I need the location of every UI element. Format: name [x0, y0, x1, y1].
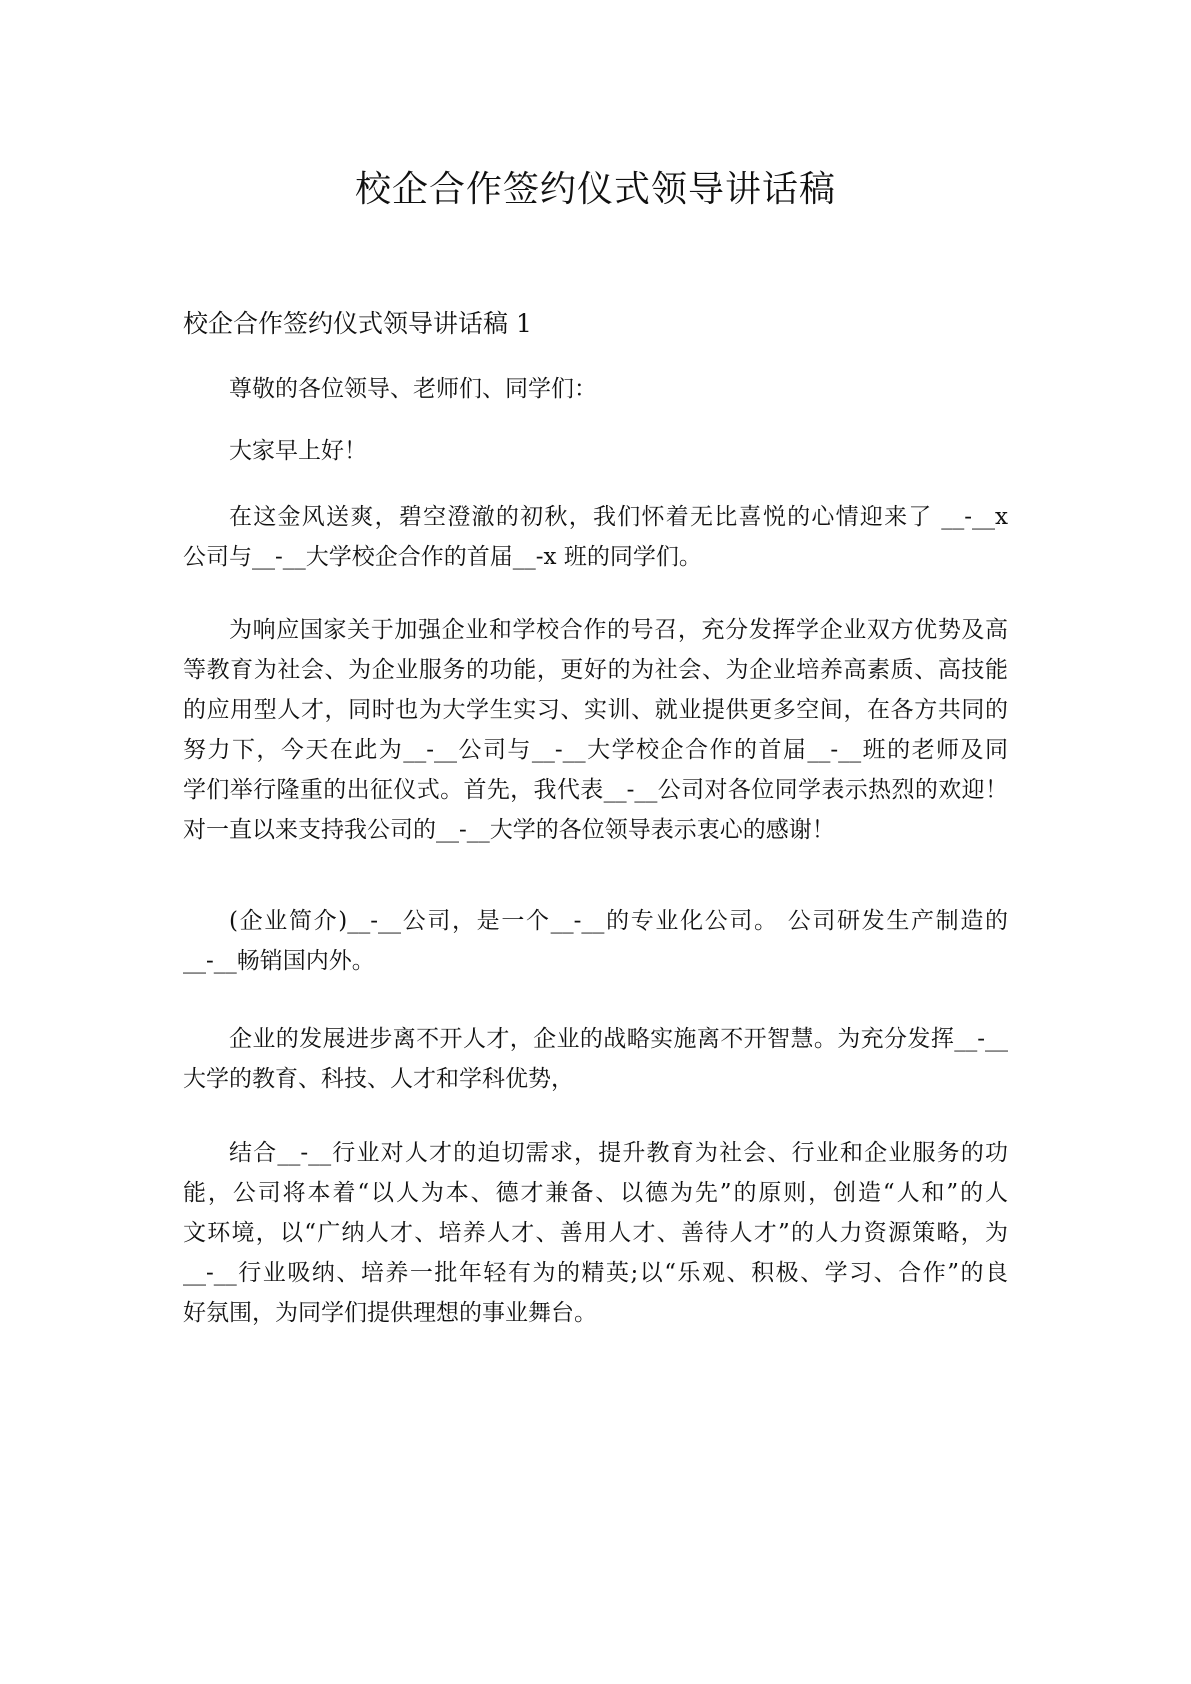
paragraph-line: __-__行业吸纳、培养一批年轻有为的精英;以“乐观、积极、学习、合作”的良 — [183, 1260, 1008, 1286]
paragraph-line: 结合__-__行业对人才的迫切需求，提升教育为社会、行业和企业服务的功 — [229, 1140, 1008, 1166]
paragraph-line: 好氛围，为同学们提供理想的事业舞台。 — [183, 1300, 597, 1326]
paragraph-line: 等教育为社会、为企业服务的功能，更好的为社会、为企业培养高素质、高技能 — [183, 657, 1008, 683]
paragraph-talent — [183, 1019, 1008, 1099]
section-heading: 校企合作签约仪式领导讲话稿 1 — [183, 309, 532, 338]
paragraph-line: 大家早上好！ — [229, 438, 367, 464]
paragraph-greeting — [183, 431, 1008, 471]
paragraph-line: 文环境，以“广纳人才、培养人才、善用人才、善待人才”的人力资源策略，为 — [183, 1220, 1008, 1246]
paragraph-line: 努力下，今天在此为__-__公司与__-__大学校企合作的首届__-__班的老师及同 — [183, 737, 1008, 763]
paragraph-line: 大学的教育、科技、人才和学科优势， — [183, 1066, 574, 1092]
paragraph-line: 企业的发展进步离不开人才，企业的战略实施离不开智慧。为充分发挥__-__ — [229, 1026, 1008, 1052]
paragraph-line: __-__畅销国内外。 — [183, 948, 375, 974]
paragraph-line: 学们举行隆重的出征仪式。首先，我代表__-__公司对各位同学表示热烈的欢迎！ — [183, 777, 1008, 803]
paragraph-line: 为响应国家关于加强企业和学校合作的号召，充分发挥学企业双方优势及高 — [229, 617, 1008, 643]
paragraph-company-intro — [183, 901, 1008, 981]
paragraph-line: 在这金风送爽，碧空澄澈的初秋，我们怀着无比喜悦的心情迎来了 __-__x — [229, 504, 1008, 530]
paragraph-line: 公司与__-__大学校企合作的首届__-x 班的同学们。 — [183, 544, 702, 570]
paragraph-line: 对一直以来支持我公司的__-__大学的各位领导表示衷心的感谢！ — [183, 817, 835, 843]
paragraph-purpose — [183, 610, 1008, 850]
paragraph-salutation — [183, 369, 1008, 409]
paragraph-line: 能，公司将本着“以人为本、德才兼备、以德为先”的原则，创造“人和”的人 — [183, 1180, 1008, 1206]
paragraph-welcome — [183, 497, 1008, 577]
document-title: 校企合作签约仪式领导讲话稿 — [354, 169, 836, 210]
paragraph-line: 尊敬的各位领导、老师们、同学们： — [229, 376, 597, 402]
paragraph-line: 的应用型人才，同时也为大学生实习、实训、就业提供更多空间，在各方共同的 — [183, 697, 1008, 723]
paragraph-principles — [183, 1133, 1008, 1333]
paragraph-line: (企业简介)__-__公司，是一个__-__的专业化公司。 公司研发生产制造的 — [229, 908, 1008, 934]
